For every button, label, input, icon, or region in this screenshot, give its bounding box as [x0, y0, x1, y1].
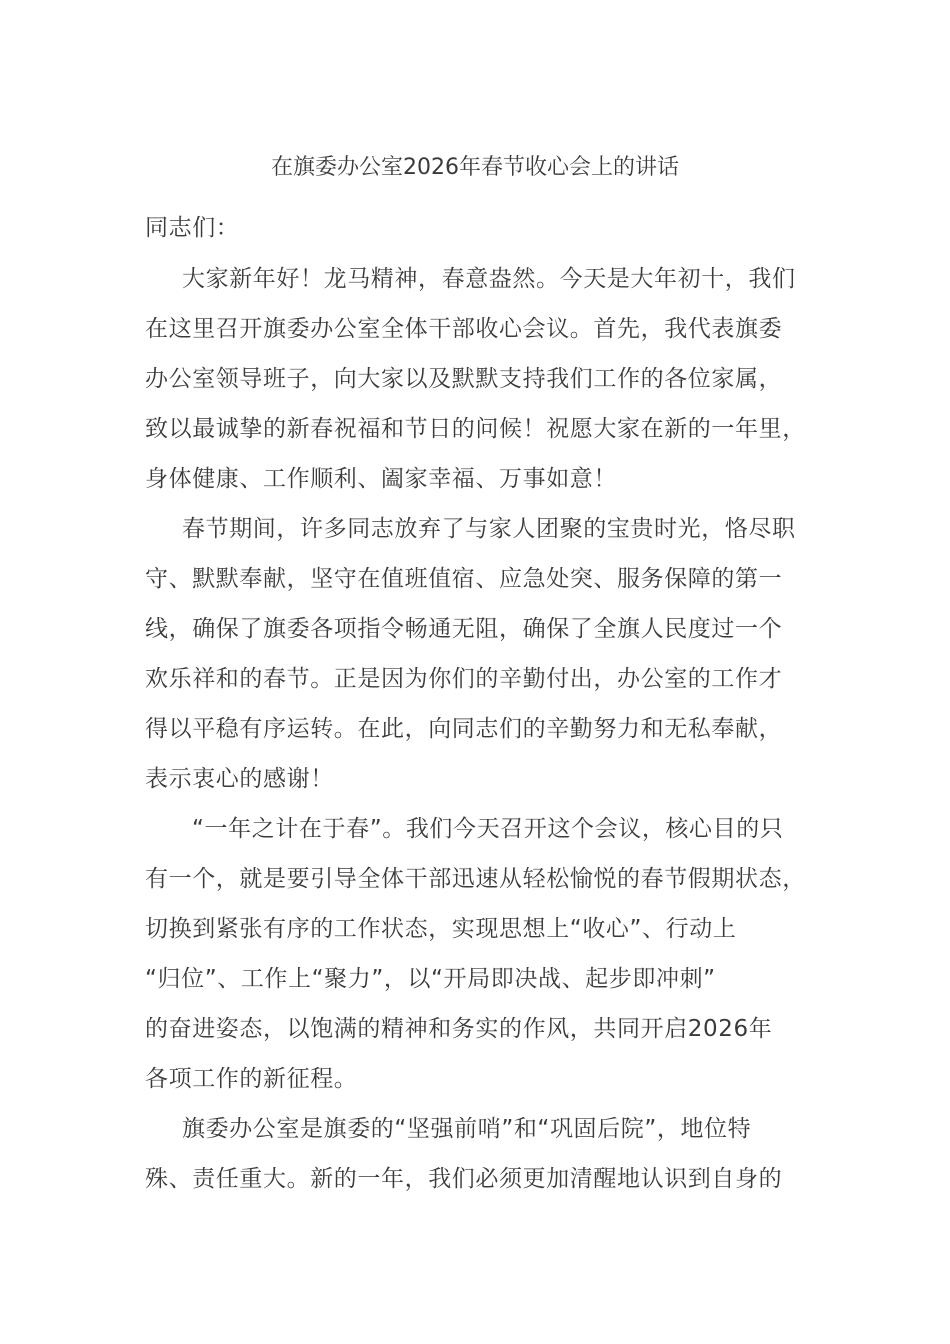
- paragraph-line: 表示衷心的感谢！: [145, 766, 334, 792]
- paragraph-line: 春节期间，许多同志放弃了与家人团聚的宝贵时光，恪尽职: [182, 516, 796, 542]
- paragraph-line: 守、默默奉献，坚守在值班值宿、应急处突、服务保障的第一: [145, 566, 783, 592]
- paragraph-line: 线，确保了旗委各项指令畅通无阻，确保了全旗人民度过一个: [145, 616, 783, 642]
- salutation: 同志们：: [145, 215, 240, 241]
- paragraph-line: 得以平稳有序运转。在此，向同志们的辛勤努力和无私奉献，: [145, 716, 783, 742]
- paragraph-line: 大家新年好！龙马精神，春意盎然。今天是大年初十，我们: [182, 266, 796, 292]
- paragraph-line: 在这里召开旗委办公室全体干部收心会议。首先，我代表旗委: [145, 316, 783, 342]
- paragraph-line: 办公室领导班子，向大家以及默默支持我们工作的各位家属，: [145, 366, 783, 392]
- paragraph-line: “一年之计在于春”。我们今天召开这个会议，核心目的只: [192, 816, 784, 842]
- paragraph-line: 切换到紧张有序的工作状态，实现思想上“收心”、行动上: [145, 916, 737, 942]
- paragraph-line: 致以最诚挚的新春祝福和节日的问候！祝愿大家在新的一年里，: [145, 416, 806, 442]
- paragraph-line: “归位”、工作上“聚力”，以“开局即决战、起步即冲刺”: [145, 966, 716, 992]
- paragraph-line: 的奋进姿态，以饱满的精神和务实的作风，共同开启2026年: [145, 1016, 773, 1042]
- paragraph-line: 殊、责任重大。新的一年，我们必须更加清醒地认识到自身的: [145, 1166, 783, 1192]
- paragraph-line: 各项工作的新征程。: [145, 1066, 358, 1092]
- document-title: 在旗委办公室2026年春节收心会上的讲话: [271, 155, 679, 180]
- paragraph-line: 欢乐祥和的春节。正是因为你们的辛勤付出，办公室的工作才: [145, 666, 783, 692]
- paragraph-line: 有一个，就是要引导全体干部迅速从轻松愉悦的春节假期状态，: [145, 866, 806, 892]
- paragraph-line: 旗委办公室是旗委的“坚强前哨”和“巩固后院”，地位特: [182, 1116, 752, 1142]
- paragraph-line: 身体健康、工作顺利、阖家幸福、万事如意！: [145, 466, 617, 492]
